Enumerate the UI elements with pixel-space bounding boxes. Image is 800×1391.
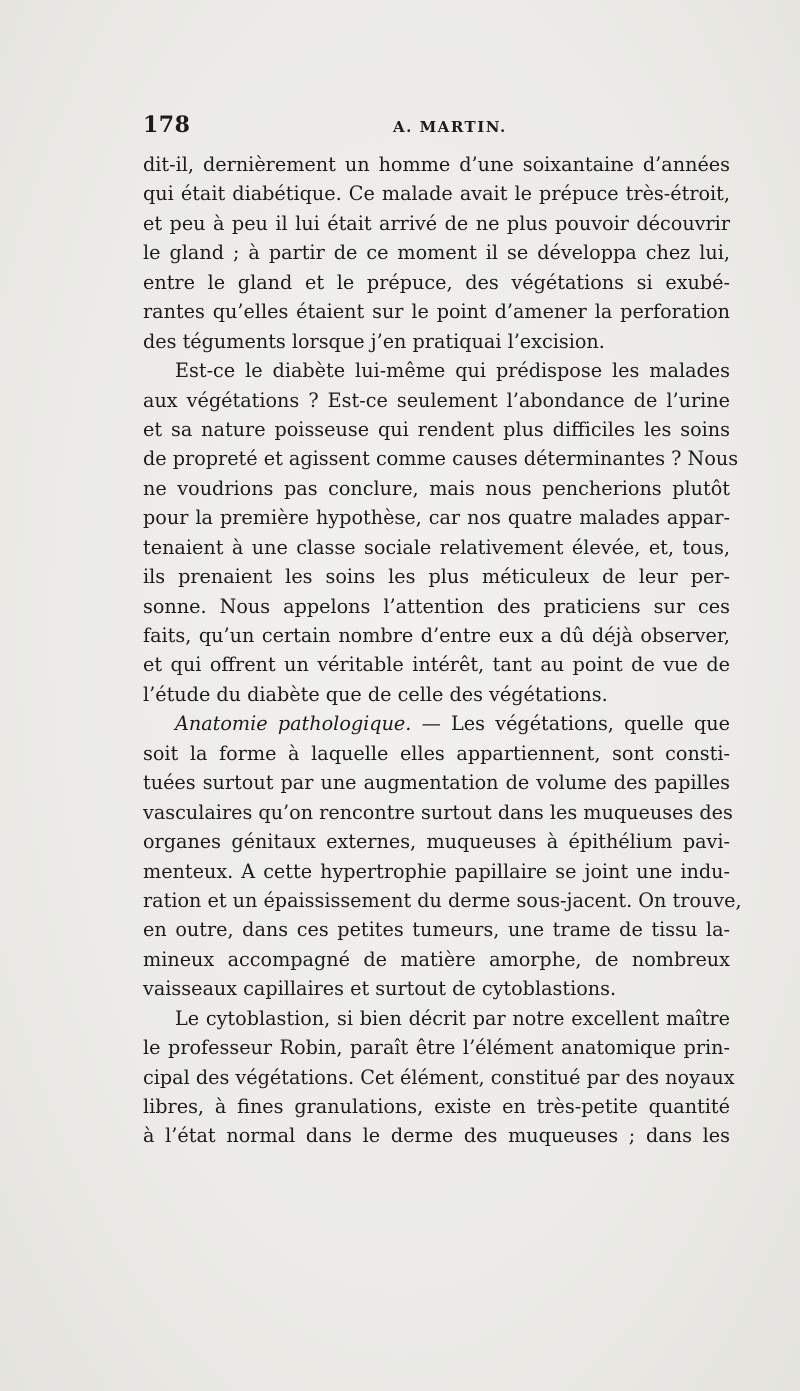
text-line: ration et un épaississement du derme sous-jacent. On trouve,	[143, 888, 742, 912]
text-line: le gland ; à partir de ce moment il se développa chez lui,	[143, 241, 730, 265]
text-line: et sa nature poisseuse qui rendent plus difficiles les soins	[143, 417, 730, 441]
text-line: qui était diabétique. Ce malade avait le prépuce très-étroit,	[143, 182, 730, 206]
text-line: libres, à fines granulations, existe en très-petite quantité	[143, 1095, 730, 1118]
text-line: sonne. Nous appelons l’attention des praticiens sur ces	[143, 594, 730, 618]
text-line: vasculaires qu’on rencontre surtout dans les muqueuses des	[143, 800, 733, 824]
text-line: organes génitaux externes, muqueuses à épithélium pavi-	[143, 830, 730, 854]
text-line: l’étude du diabète que de celle des végétations.	[143, 682, 608, 706]
text-line: et qui offrent un véritable intérêt, tant au point de vue de	[143, 653, 730, 677]
text-line: ne voudrions pas conclure, mais nous pencherions plutôt	[143, 476, 730, 500]
body-text	[143, 150, 742, 1151]
text-line: des téguments lorsque j’en pratiquai l’excision.	[143, 329, 605, 353]
text-line: faits, qu’un certain nombre d’entre eux a dû déjà observer,	[143, 624, 730, 647]
running-head: A. MARTIN.	[393, 118, 507, 136]
text-line: tenaient à une classe sociale relativement élevée, et, tous,	[143, 535, 730, 559]
text-line: le professeur Robin, paraît être l’élément anatomique prin-	[143, 1036, 730, 1060]
text-line: en outre, dans ces petites tumeurs, une trame de tissu la-	[143, 918, 730, 942]
text-line: Est-ce le diabète lui-même qui prédispose les malades	[175, 359, 730, 383]
text-line: aux végétations ? Est-ce seulement l’abondance de l’urine	[143, 388, 730, 412]
text-line: ils prenaient les soins les plus méticuleux de leur per-	[143, 565, 730, 589]
text-line: soit la forme à laquelle elles appartiennent, sont consti-	[143, 741, 730, 765]
text-line: dit-il, dernièrement un homme d’une soixantaine d’années	[143, 153, 730, 176]
text-line: mineux accompagné de matière amorphe, de nombreux	[143, 947, 730, 971]
text-line: Le cytoblastion, si bien décrit par notre excellent maître	[175, 1006, 730, 1030]
text-line: entre le gland et le prépuce, des végétations si exubé-	[143, 270, 730, 294]
heading-line-rest: — Les végétations, quelle que	[411, 712, 730, 736]
text-line: de propreté et agissent comme causes déterminantes ? Nous	[143, 447, 739, 471]
text-line: cipal des végétations. Cet élément, constitué par des noyaux	[143, 1065, 735, 1089]
section-heading: Anatomie pathologique.	[175, 712, 412, 736]
text-line: menteux. A cette hypertrophie papillaire se joint une indu-	[143, 859, 730, 883]
section-heading-line	[143, 709, 730, 738]
text-line: vaisseaux capillaires et surtout de cytoblastions.	[143, 977, 617, 1001]
text-line: rantes qu’elles étaient sur le point d’amener la perforation	[143, 300, 730, 324]
text-line: tuées surtout par une augmentation de volume des papilles	[143, 771, 730, 795]
page-header	[143, 112, 727, 142]
text-line: et peu à peu il lui était arrivé de ne plus pouvoir découvrir	[143, 211, 730, 235]
page-number: 178	[143, 112, 191, 138]
text-line: pour la première hypothèse, car nos quatre malades appar-	[143, 506, 730, 530]
text-line: à l’état normal dans le derme des muqueuses ; dans les	[143, 1124, 730, 1148]
